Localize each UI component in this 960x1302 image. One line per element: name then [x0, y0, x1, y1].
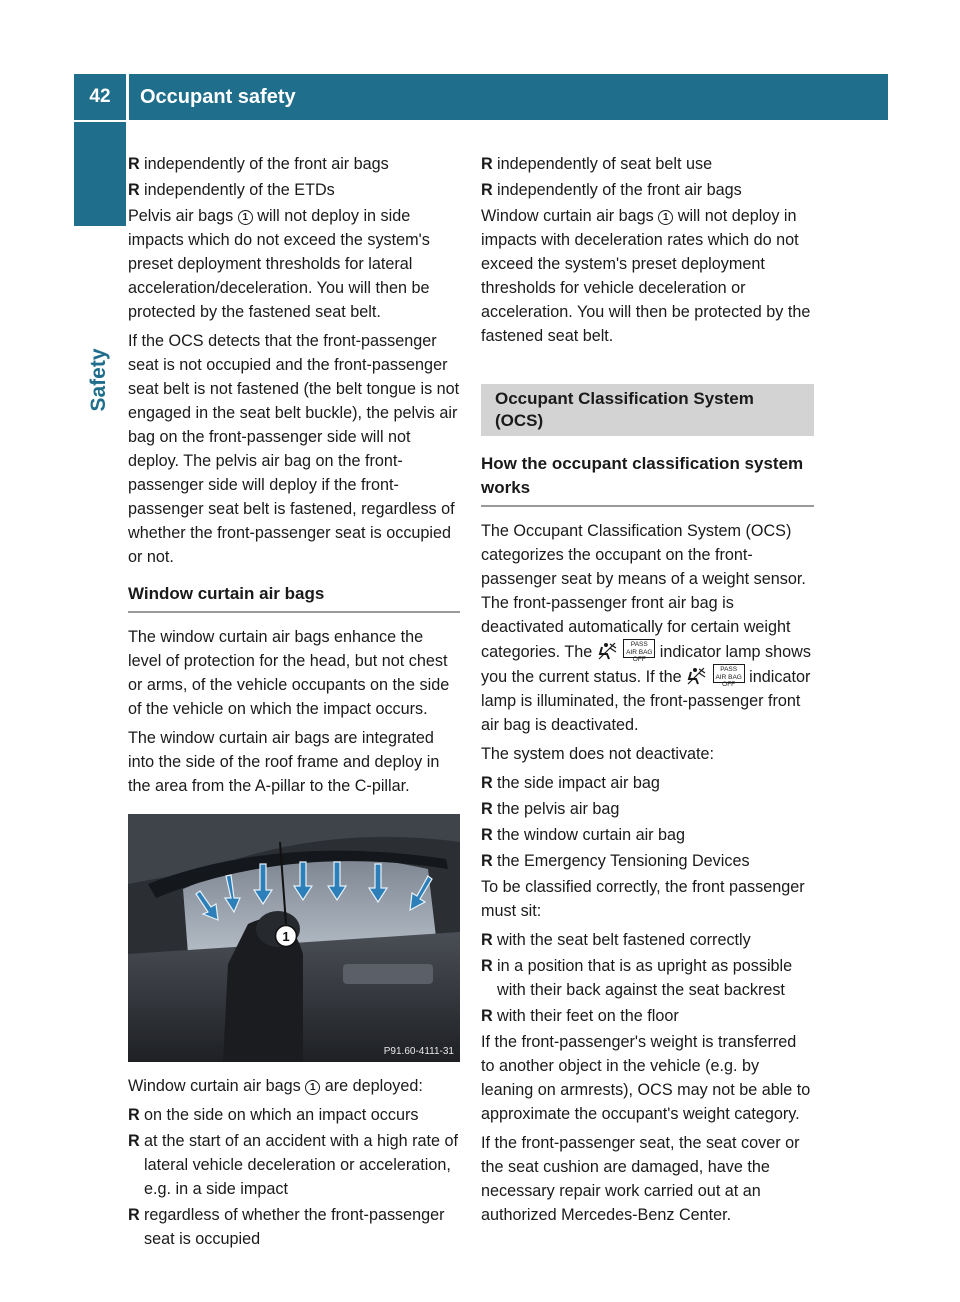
list-item: R the pelvis air bag [481, 800, 620, 818]
page-title: Occupant safety [140, 86, 296, 108]
left-column [128, 152, 460, 1253]
pelvis-paragraph: Pelvis air bags 1 will not deploy in side impacts which do not exceed the system's preset deployment thresholds for lateral acceleration/deceleration. You will then be protected by the fastened seat belt. [128, 207, 430, 321]
callout-1-icon: 1 [658, 210, 673, 225]
window-curtain-paragraph: Window curtain air bags 1 will not deploy in impacts with deceleration rates which do not exceed the system's preset deployment thresholds for vehicle deceleration or acceleration. You will then be protected by the fastened seat belt. [481, 207, 811, 345]
list-item: R the Emergency Tensioning Devices [481, 852, 750, 870]
window-curtain-heading: Window curtain air bags [128, 582, 460, 613]
list-item: R with the seat belt fastened correctly [481, 931, 751, 949]
list-item: R independently of the ETDs [128, 181, 335, 199]
list-item: R independently of seat belt use [481, 155, 713, 173]
page-number: 42 [89, 86, 111, 107]
list-item: R the window curtain air bag [481, 826, 686, 844]
door-handle [343, 964, 433, 984]
list-item: R independently of the front air bags [128, 155, 389, 173]
list-item: R on the side on which an impact occurs [128, 1106, 419, 1124]
right-column [481, 152, 814, 1232]
ocs-pelvis-paragraph: If the OCS detects that the front-passenger seat is not occupied and the front-passenger seat belt is not fastened (the belt tongue is not engaged in the seat belt buckle), the pelvis air bag on the front-passenger side will not deploy. The pelvis air bag on the front-passenger side will deploy if the front-passenger seat belt is fastened, regardless of whether the front-passenger seat is occupied or not. [128, 332, 460, 566]
sit-intro: To be classified correctly, the front passenger must sit: [481, 878, 805, 920]
list-item: R in a position that is as upright as possible with their back against the seat backrest [481, 957, 793, 999]
section-label: Safety [87, 348, 110, 412]
airbag-off-lamp-icon [686, 668, 749, 686]
car-interior-illustration [128, 814, 460, 1062]
weight-paragraph: If the front-passenger's weight is transferred to another object in the vehicle (e.g. by leaning on armrests), OCS may not be able to approximate the occupant's weight category. [481, 1033, 811, 1123]
list-item: R independently of the front air bags [481, 181, 742, 199]
section-tab [74, 122, 126, 226]
ocs-paragraph: The Occupant Classification System (OCS) categorizes the occupant on the front-passenger seat by means of a weight sensor. The front-passenger front air bag is deactivated automatically for certain weight categories. The PASS AIR BAG OFF indicator lamp shows you the current status. If the PASS AIR BAG OFF indicator lamp is illuminated, the front-passenger front air bag is deactivated. [481, 522, 811, 734]
callout-1-icon: 1 [238, 210, 253, 225]
repair-paragraph: If the front-passenger seat, the seat cover or the seat cushion are damaged, have the necessary repair work carried out at an authorized Mercedes-Benz Center. [481, 1134, 800, 1224]
deployed-paragraph: Window curtain air bags 1 are deployed: [128, 1077, 423, 1095]
list-item: R regardless of whether the front-passenger seat is occupied [128, 1206, 445, 1248]
list-item: R at the start of an accident with a high rate of lateral vehicle deceleration or acceleration, e.g. in a side impact [128, 1132, 459, 1198]
window-paragraph-2: The window curtain air bags are integrated into the side of the roof frame and deploy in the area from the A-pillar to the C-pillar. [128, 729, 440, 795]
callout-1-icon: 1 [305, 1080, 320, 1095]
list-item: R the side impact air bag [481, 774, 660, 792]
window-paragraph-1: The window curtain air bags enhance the level of protection for the head, but not chest or arms, of the vehicle occupants on the side of the vehicle on which the impact occurs. [128, 628, 450, 718]
not-deactivate-intro: The system does not deactivate: [481, 745, 715, 763]
figure-code: P91.60-4111-31 [383, 1046, 454, 1057]
airbag-off-lamp-icon [597, 643, 660, 661]
callout-1-label: 1 [282, 929, 290, 944]
header-divider [126, 74, 129, 120]
pass-airbag-off-label: PASS AIR BAG OFF [623, 639, 655, 658]
section-heading-ocs: Occupant Classification System (OCS) [481, 384, 814, 436]
window-curtain-airbag-figure [128, 814, 460, 1062]
list-item: R with their feet on the floor [481, 1007, 679, 1025]
ocs-sub-heading: How the occupant classification system works [481, 452, 814, 507]
pass-airbag-off-label: PASS AIR BAG OFF [713, 664, 745, 683]
